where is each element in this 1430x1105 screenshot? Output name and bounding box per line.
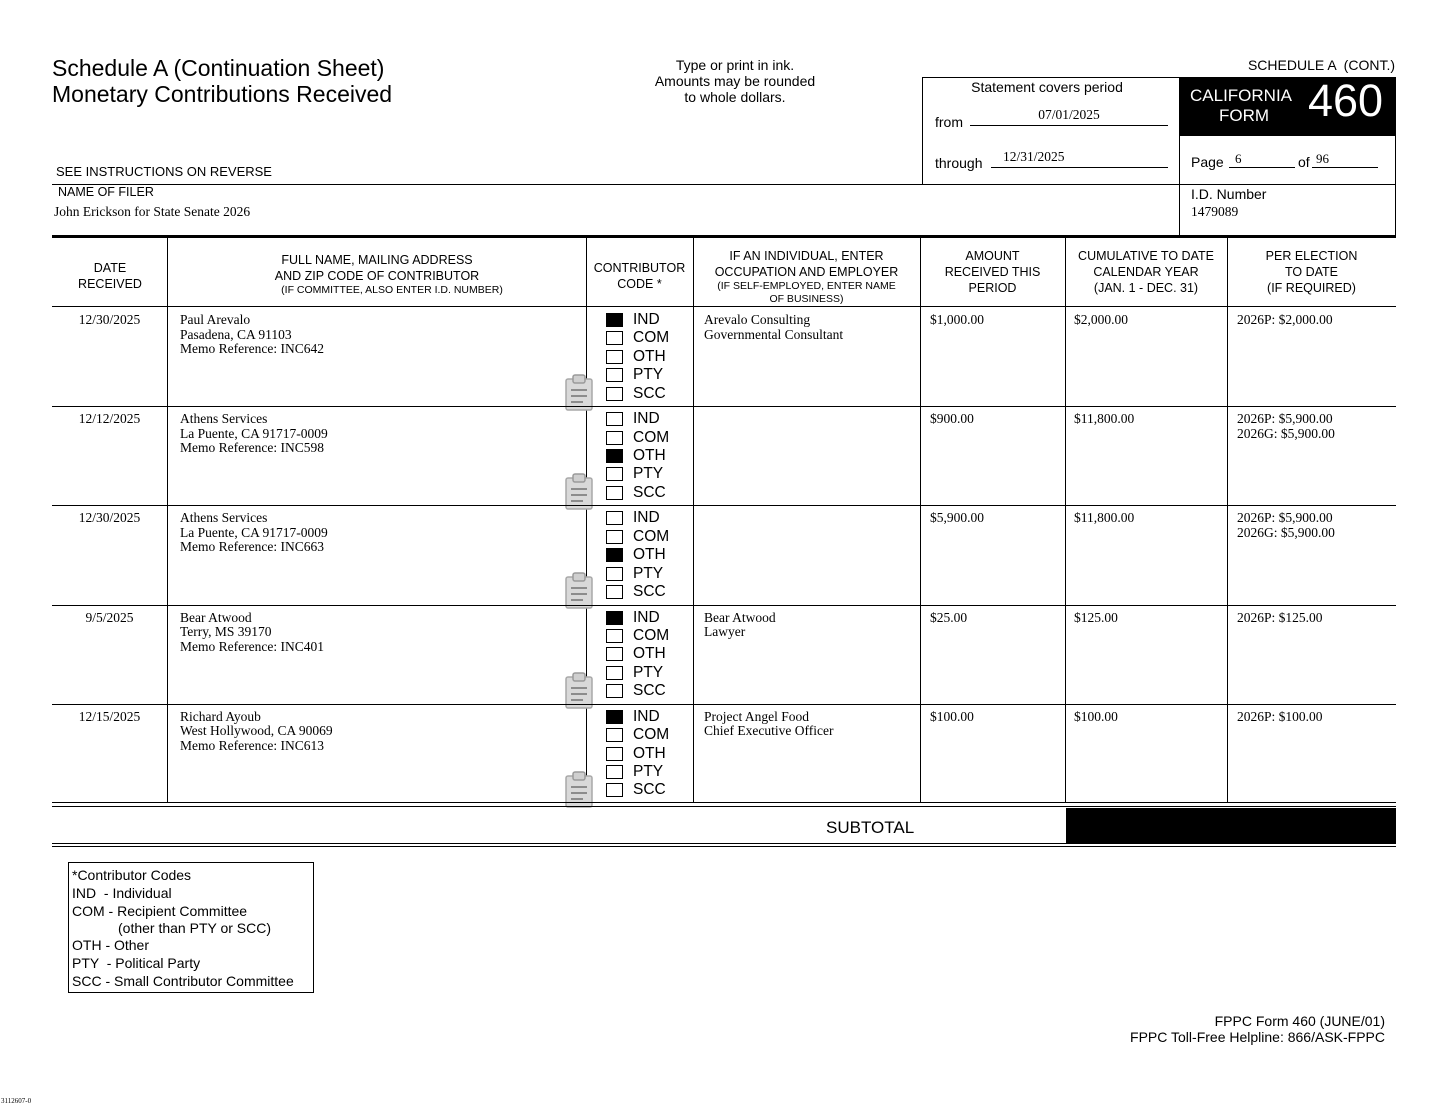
code-option-scc[interactable] (606, 484, 666, 502)
contributor-name[interactable]: Richard Ayoub (180, 708, 261, 724)
checkbox-label: COM (633, 527, 670, 545)
checkbox-oth[interactable] (606, 350, 623, 364)
checkbox-pty[interactable] (606, 666, 623, 680)
legend-title: *Contributor Codes (72, 867, 192, 883)
code-option-scc[interactable] (606, 781, 666, 799)
footer-form-id: FPPC Form 460 (JUNE/01) (1214, 1013, 1385, 1029)
col-header-text: CUMULATIVE TO DATE (1078, 249, 1214, 263)
col-header-text: (IF REQUIRED) (1267, 281, 1356, 295)
col-header-text: CODE * (617, 277, 662, 291)
code-option-oth[interactable] (606, 645, 666, 663)
col-header-text: PER ELECTION (1265, 249, 1358, 263)
checkbox-label: OTH (633, 744, 666, 762)
checkbox-label: PTY (633, 663, 664, 681)
checkbox-scc[interactable] (606, 783, 623, 797)
legend-item: COM - Recipient Committee (72, 903, 248, 919)
contributor-name[interactable]: Bear Atwood (180, 609, 252, 625)
code-option-pty[interactable] (606, 465, 663, 483)
date-received[interactable]: 12/15/2025 (78, 708, 141, 724)
checkbox-com[interactable] (606, 530, 623, 544)
footer-helpline: FPPC Toll-Free Helpline: 866/ASK-FPPC (1130, 1029, 1385, 1045)
cumulative-to-date[interactable]: $125.00 (1074, 609, 1118, 625)
checkbox-scc[interactable] (606, 585, 623, 599)
from-date-field[interactable]: 07/01/2025 (970, 107, 1168, 126)
col-header-name (168, 252, 586, 297)
clipboard-icon[interactable] (563, 770, 597, 810)
subtotal-amount-field[interactable] (1066, 808, 1396, 843)
checkbox-label: OTH (633, 347, 666, 365)
checkbox-pty[interactable] (606, 467, 623, 481)
code-option-oth[interactable] (606, 745, 666, 763)
cumulative-to-date[interactable]: $11,800.00 (1074, 411, 1135, 427)
col-header-date (52, 260, 168, 292)
from-label: from (935, 114, 963, 130)
checkbox-label: IND (633, 509, 660, 527)
checkbox-pty[interactable] (606, 368, 623, 382)
col-header-text: PERIOD (968, 281, 1017, 295)
checkbox-ind[interactable] (606, 313, 623, 327)
cumulative-to-date[interactable]: $100.00 (1074, 708, 1118, 724)
code-option-scc[interactable] (606, 385, 666, 403)
per-election-to-date[interactable]: 2026G: $5,900.00 (1237, 524, 1335, 540)
col-header-text: (JAN. 1 - DEC. 31) (1093, 281, 1199, 295)
per-election-to-date[interactable]: 2026G: $5,900.00 (1237, 425, 1335, 441)
form-460-badge (1179, 77, 1396, 136)
amount-received[interactable]: $1,000.00 (930, 312, 984, 327)
ink-note-line: Type or print in ink. (675, 57, 795, 73)
memo-reference[interactable]: Memo Reference: INC598 (180, 440, 324, 456)
cumulative-to-date[interactable]: $2,000.00 (1074, 312, 1128, 327)
employer[interactable]: Lawyer (704, 624, 746, 640)
id-label: I.D. Number (1191, 186, 1267, 202)
code-option-ind[interactable] (606, 410, 660, 428)
see-instructions: SEE INSTRUCTIONS ON REVERSE (56, 164, 272, 179)
code-option-com[interactable] (606, 429, 669, 447)
checkbox-ind[interactable] (606, 710, 623, 724)
legend-item: PTY - Political Party (72, 955, 201, 971)
per-election-to-date[interactable]: 2026P: $100.00 (1237, 708, 1323, 724)
occupation[interactable]: Project Angel Food (704, 708, 809, 724)
document-code: 3112607-0 (1, 1097, 32, 1105)
amount-received[interactable]: $100.00 (930, 708, 974, 724)
contributor-name[interactable]: Paul Arevalo (180, 312, 251, 327)
col-header-text: CALENDAR YEAR (1093, 265, 1199, 279)
checkbox-oth[interactable] (606, 747, 623, 761)
col-header-text: (IF COMMITTEE, ALSO ENTER I.D. NUMBER) (281, 284, 503, 296)
code-option-com[interactable] (606, 528, 669, 546)
page-number-field[interactable]: 6 (1229, 151, 1295, 168)
memo-reference[interactable]: Memo Reference: INC663 (180, 539, 324, 555)
col-header-code (586, 260, 693, 292)
through-label: through (935, 155, 983, 171)
form-state: CALIFORNIA (1190, 86, 1293, 105)
contributor-address[interactable]: Terry, MS 39170 (180, 624, 272, 640)
memo-reference[interactable]: Memo Reference: INC642 (180, 341, 324, 356)
code-option-ind[interactable] (606, 509, 660, 527)
form-title (52, 55, 392, 107)
contributor-name[interactable]: Athens Services (180, 411, 268, 427)
col-header-text: OCCUPATION AND EMPLOYER (714, 265, 899, 279)
code-option-ind[interactable] (606, 311, 660, 329)
of-label: of (1298, 154, 1310, 170)
code-option-com[interactable] (606, 627, 669, 645)
page-total-field[interactable]: 96 (1312, 151, 1378, 168)
through-date-field[interactable]: 12/31/2025 (991, 149, 1168, 168)
col-header-text: TO DATE (1284, 265, 1338, 279)
per-election-to-date[interactable]: 2026P: $5,900.00 (1237, 510, 1333, 526)
schedule-tag: SCHEDULE A (CONT.) (1247, 57, 1395, 73)
checkbox-scc[interactable] (606, 486, 623, 500)
per-election-to-date[interactable]: 2026P: $5,900.00 (1237, 411, 1333, 427)
form-title-line1: Schedule A (Continuation Sheet) (52, 55, 385, 81)
date-received[interactable]: 9/5/2025 (85, 609, 134, 625)
contributor-address[interactable]: West Hollywood, CA 90069 (180, 723, 333, 739)
checkbox-label: IND (633, 311, 660, 328)
checkbox-com[interactable] (606, 331, 623, 345)
checkbox-label: OTH (633, 546, 666, 564)
checkbox-oth[interactable] (606, 647, 623, 661)
amount-received[interactable]: $900.00 (930, 411, 974, 427)
checkbox-label: COM (633, 726, 670, 744)
col-header-text: (IF SELF-EMPLOYED, ENTER NAME (717, 280, 896, 292)
legend-item: OTH - Other (72, 937, 150, 953)
date-received[interactable]: 12/12/2025 (78, 411, 141, 427)
checkbox-com[interactable] (606, 431, 623, 445)
checkbox-ind[interactable] (606, 611, 623, 625)
id-number-field[interactable]: 1479089 (1191, 204, 1239, 219)
row-divider (52, 605, 1396, 606)
col-header-text: OF BUSINESS) (769, 293, 844, 305)
col-header-amount (920, 248, 1065, 296)
contributor-name[interactable]: Athens Services (180, 510, 268, 526)
code-option-com[interactable] (606, 329, 669, 347)
checkbox-label: SCC (633, 483, 666, 501)
col-header-text: FULL NAME, MAILING ADDRESS (281, 253, 473, 267)
clipboard-icon[interactable] (563, 373, 597, 413)
statement-label: Statement covers period (971, 79, 1123, 95)
col-header-text: IF AN INDIVIDUAL, ENTER (729, 249, 884, 263)
col-header-per-election (1227, 248, 1396, 296)
code-option-pty[interactable] (606, 565, 663, 583)
form-word: FORM (1219, 106, 1270, 125)
checkbox-label: COM (633, 627, 670, 644)
checkbox-label: PTY (633, 366, 664, 384)
code-option-pty[interactable] (606, 763, 663, 781)
form-title-line2: Monetary Contributions Received (52, 81, 393, 107)
checkbox-label: COM (633, 329, 670, 347)
checkbox-label: PTY (633, 465, 664, 483)
ink-note (620, 57, 850, 105)
employer[interactable]: Governmental Consultant (704, 326, 844, 342)
per-election-to-date[interactable]: 2026P: $2,000.00 (1237, 312, 1333, 327)
checkbox-label: IND (633, 608, 660, 626)
contributor-address[interactable]: La Puente, CA 91717-0009 (180, 524, 328, 540)
checkbox-label: OTH (633, 447, 666, 464)
legend-item: IND - Individual (72, 885, 172, 901)
checkbox-label: OTH (633, 645, 666, 663)
checkbox-label: IND (633, 707, 660, 725)
form-number: 460 (1308, 75, 1384, 126)
subtotal-label: SUBTOTAL (826, 818, 915, 837)
date-received[interactable]: 12/30/2025 (78, 312, 141, 327)
col-header-text: RECEIVED (78, 277, 142, 291)
row-divider (52, 406, 1396, 407)
checkbox-label: SCC (633, 384, 666, 402)
checkbox-label: PTY (633, 564, 664, 582)
checkbox-ind[interactable] (606, 511, 623, 525)
code-option-oth[interactable] (606, 447, 666, 465)
col-header-cumulative (1065, 248, 1227, 296)
amount-received[interactable]: $25.00 (930, 609, 968, 625)
ink-note-line: to whole dollars. (684, 89, 786, 105)
col-header-text: AND ZIP CODE OF CONTRIBUTOR (274, 269, 480, 283)
code-option-com[interactable] (606, 726, 669, 744)
checkbox-oth[interactable] (606, 449, 623, 463)
filer-label: NAME OF FILER (58, 185, 154, 199)
checkbox-label: SCC (633, 583, 666, 600)
col-header-text: DATE (93, 261, 127, 275)
code-option-scc[interactable] (606, 682, 666, 700)
checkbox-pty[interactable] (606, 567, 623, 581)
col-header-text: CONTRIBUTOR (593, 261, 686, 275)
code-option-ind[interactable] (606, 708, 660, 726)
checkbox-scc[interactable] (606, 387, 623, 401)
contributor-address[interactable]: La Puente, CA 91717-0009 (180, 425, 328, 441)
checkbox-ind[interactable] (606, 412, 623, 426)
col-header-occupation (693, 248, 920, 306)
checkbox-com[interactable] (606, 728, 623, 742)
contributor-codes-legend (68, 862, 314, 993)
code-option-oth[interactable] (606, 546, 666, 564)
per-election-to-date[interactable]: 2026P: $125.00 (1237, 609, 1323, 625)
checkbox-oth[interactable] (606, 548, 623, 562)
code-option-pty[interactable] (606, 366, 663, 384)
code-option-scc[interactable] (606, 583, 666, 601)
checkbox-pty[interactable] (606, 765, 623, 779)
row-divider (52, 704, 1396, 705)
code-option-pty[interactable] (606, 664, 663, 682)
code-option-ind[interactable] (606, 609, 660, 627)
row-divider (52, 505, 1396, 506)
memo-reference[interactable]: Memo Reference: INC613 (180, 737, 324, 753)
col-header-text: AMOUNT (965, 249, 1020, 263)
cumulative-to-date[interactable]: $11,800.00 (1074, 510, 1135, 526)
code-option-oth[interactable] (606, 348, 666, 366)
checkbox-label: IND (633, 410, 660, 428)
contributor-address[interactable]: Pasadena, CA 91103 (180, 326, 292, 342)
checkbox-label: COM (633, 428, 670, 446)
ink-note-line: Amounts may be rounded (654, 73, 816, 89)
checkbox-label: PTY (633, 763, 664, 780)
checkbox-com[interactable] (606, 629, 623, 643)
page-label: Page (1191, 154, 1224, 170)
amount-received[interactable]: $5,900.00 (930, 510, 984, 526)
col-header-text: RECEIVED THIS (944, 265, 1041, 279)
memo-reference[interactable]: Memo Reference: INC401 (180, 638, 324, 654)
employer[interactable]: Chief Executive Officer (704, 723, 834, 739)
filer-name-field[interactable]: John Erickson for State Senate 2026 (54, 204, 251, 219)
legend-item: (other than PTY or SCC) (118, 920, 272, 936)
clipboard-icon[interactable] (563, 472, 597, 512)
checkbox-label: SCC (633, 682, 666, 700)
checkbox-scc[interactable] (606, 684, 623, 698)
occupation[interactable]: Bear Atwood (704, 609, 776, 625)
occupation[interactable]: Arevalo Consulting (704, 312, 811, 327)
date-received[interactable]: 12/30/2025 (78, 510, 141, 526)
legend-item: SCC - Small Contributor Committee (72, 973, 294, 989)
checkbox-label: SCC (633, 781, 666, 799)
